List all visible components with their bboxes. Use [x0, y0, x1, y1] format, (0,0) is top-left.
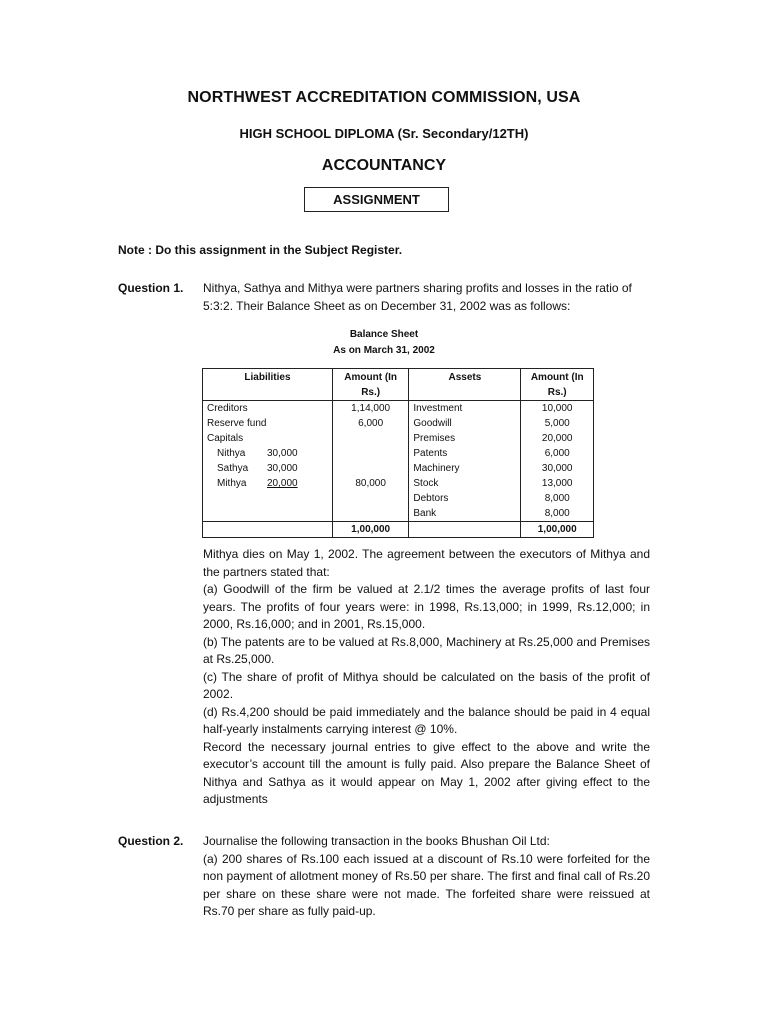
asset-amount: 8,000	[521, 506, 594, 522]
table-row	[203, 506, 594, 522]
document-title: NORTHWEST ACCREDITATION COMMISSION, USA	[187, 89, 581, 106]
asset-name: Machinery	[409, 461, 521, 476]
asset-amount: 5,000	[521, 416, 594, 431]
question-2-body	[203, 833, 650, 921]
total-assets: 1,00,000	[521, 522, 594, 538]
table-row	[203, 431, 594, 446]
table-row	[203, 491, 594, 506]
total-liabilities: 1,00,000	[332, 522, 408, 538]
table-row	[203, 401, 594, 417]
asset-amount: 30,000	[521, 461, 594, 476]
partner-capital: 30,000	[267, 463, 298, 474]
balance-sheet-heading: Balance Sheet	[349, 329, 419, 340]
asset-name: Debtors	[409, 491, 521, 506]
assignment-label-box: ASSIGNMENT	[304, 187, 449, 212]
question-2-label: Question 2.	[118, 834, 184, 848]
asset-name: Goodwill	[409, 416, 521, 431]
reserve-amount: 6,000	[332, 416, 408, 431]
asset-name: Bank	[409, 506, 521, 522]
asset-name: Patents	[409, 446, 521, 461]
asset-name: Investment	[409, 401, 521, 417]
assignment-note: Note : Do this assignment in the Subject Register.	[118, 243, 403, 257]
liability-creditors: Creditors	[203, 401, 333, 417]
q2-paragraph: (a) 200 shares of Rs.100 each issued at a discount of Rs.10 were forfeited for the non payment of allotment money of Rs.50 per share. The first and final call of Rs.20 per share on these share were not made. The forfeited share were reissued at Rs.70 per share as fully paid-up.	[203, 851, 650, 918]
q1-paragraph: (a) Goodwill of the firm be valued at 2.1/2 times the average profits of last four years. The profits of four years were: in 1998, Rs.13,000; in 1999, Rs.12,000; in 2000, Rs.16,000; and in 2001, Rs.15,000.	[203, 582, 650, 631]
partner-capital: 30,000	[267, 448, 298, 459]
capital-partner	[203, 476, 333, 491]
question-1-body	[203, 546, 650, 809]
capital-partner	[203, 461, 333, 476]
asset-amount: 20,000	[521, 431, 594, 446]
question-1-label: Question 1.	[118, 281, 184, 295]
asset-name: Premises	[409, 431, 521, 446]
asset-name: Stock	[409, 476, 521, 491]
asset-amount: 6,000	[521, 446, 594, 461]
asset-amount: 8,000	[521, 491, 594, 506]
balance-sheet-table	[202, 368, 594, 538]
table-row	[203, 476, 594, 491]
header-amount-liabilities: Amount (In Rs.)	[332, 369, 408, 401]
q1-paragraph: (d) Rs.4,200 should be paid immediately and the balance should be paid in 4 equal half-yearly instalments carrying interest @ 10%.	[203, 704, 650, 736]
q1-paragraph: (b) The patents are to be valued at Rs.8,000, Machinery at Rs.25,000 and Premises at Rs.25,000.	[203, 634, 650, 666]
partner-name: Sathya	[217, 463, 249, 474]
q1-paragraph: Record the necessary journal entries to give effect to the above and write the executor’s account till the amount is fully paid. Also prepare the Balance Sheet of Nithya and Sathya as it would appear on May 1, 2002 after giving effect to the adjustments	[203, 739, 650, 806]
header-assets: Assets	[409, 369, 521, 401]
table-row	[203, 416, 594, 431]
header-amount-assets: Amount (In Rs.)	[521, 369, 594, 401]
balance-sheet-date: As on March 31, 2002	[333, 345, 435, 356]
q1-paragraph: Mithya dies on May 1, 2002. The agreement between the executors of Mithya and the partners stated that:	[203, 547, 650, 579]
partner-name: Nithya	[217, 448, 246, 459]
partner-capital: 20,000	[267, 478, 298, 489]
creditors-amount: 1,14,000	[332, 401, 408, 417]
question-1-intro: Nithya, Sathya and Mithya were partners sharing profits and losses in the ratio of 5:3:2. Their Balance Sheet as on December 31, 2002 was as follows:	[203, 281, 632, 313]
table-row	[203, 446, 594, 461]
header-liabilities: Liabilities	[203, 369, 333, 401]
subject-title: ACCOUNTANCY	[321, 157, 447, 174]
q2-paragraph: Journalise the following transaction in the books Bhushan Oil Ltd:	[203, 834, 550, 848]
partner-name: Mithya	[217, 478, 247, 489]
document-subtitle: HIGH SCHOOL DIPLOMA (Sr. Secondary/12TH)	[239, 126, 529, 141]
table-header-row	[203, 369, 594, 401]
asset-amount: 13,000	[521, 476, 594, 491]
liability-capitals: Capitals	[203, 431, 333, 446]
table-total-row	[203, 522, 594, 538]
liability-reserve-fund: Reserve fund	[203, 416, 333, 431]
asset-amount: 10,000	[521, 401, 594, 417]
capital-partner	[203, 446, 333, 461]
q1-paragraph: (c) The share of profit of Mithya should be calculated on the basis of the profit of 2002.	[203, 669, 650, 701]
table-row	[203, 461, 594, 476]
capitals-total: 80,000	[332, 476, 408, 491]
